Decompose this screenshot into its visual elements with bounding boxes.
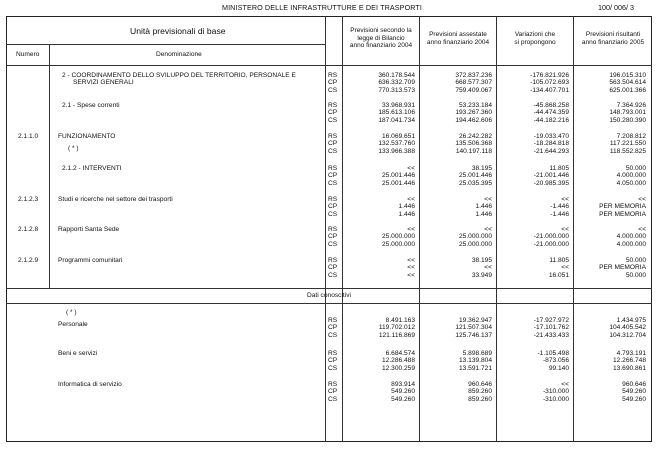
divider-col1 [419, 16, 420, 442]
row-risultanti: 960.646 549.260 549.260 [622, 381, 646, 403]
row-assestate: 53.233.184 193.267.360 194.462.606 [455, 102, 492, 124]
row-legge-bilancio: 16.069.651 132.537.760 133.966.388 [378, 133, 415, 155]
dati-row-desc: Personale [58, 321, 88, 328]
row-assestate: 19.362.947 121.507.304 125.746.137 [455, 317, 492, 339]
col-header-assestate: Previsioni assestate anno finanziario 2004 [426, 31, 490, 46]
col-header-denominazione: Denominazione [156, 51, 202, 58]
dati-row-desc: Informatica di servizio [58, 381, 122, 388]
dati-note: ( * ) [66, 309, 77, 316]
header-divider [6, 44, 325, 45]
row-types: RS CP CS [328, 381, 338, 403]
row-variazioni: -176.821.926 -105.072.693 -134.407.701 [530, 72, 569, 94]
divider-col2 [496, 16, 497, 442]
row-variazioni: << -21.000.000 -21.000.000 [533, 226, 569, 248]
row-types: RS CP CS [328, 72, 338, 94]
dati-bottom-line [6, 303, 652, 304]
col-header-variazioni: Variazioni che si propongono [514, 31, 556, 46]
row-legge-bilancio: 33.968.931 185.613.106 187.041.734 [378, 102, 415, 124]
row-types: RS CP CS [328, 196, 338, 218]
row-legge-bilancio: 6.684.574 12.286.488 12.300.259 [381, 350, 415, 372]
row-number: 2.1.2.3 [18, 196, 39, 203]
row-legge-bilancio: 8.491.163 119.702.012 121.116.869 [378, 317, 415, 339]
row-risultanti: << PER MEMORIA PER MEMORIA [599, 196, 646, 218]
row-legge-bilancio: 893.914 549.260 549.260 [391, 381, 415, 403]
row-types: RS CP CS [328, 350, 338, 372]
dati-conoscitivi-label: Dati conoscitivi [307, 292, 351, 299]
row-desc: Rapporti Santa Sede [58, 226, 120, 233]
row-desc: 2 - COORDINAMENTO DELLO SVILUPPO DEL TERRITORIO, PERSONALE E SERVIZI GENERALI [62, 72, 296, 87]
row-variazioni: << -310.000 -310.000 [542, 381, 569, 403]
page-reference: 100/ 006/ 3 [598, 3, 634, 12]
row-types: RS CP CS [328, 102, 338, 124]
row-desc: Studi e ricerche nel settore dei trasporti [58, 196, 173, 203]
dati-top-line [6, 288, 652, 289]
row-variazioni: -1.105.498 -873.056 99.140 [537, 350, 569, 372]
row-number: 2.1.2.8 [18, 226, 39, 233]
row-risultanti: 7.364.926 148.793.001 150.280.390 [609, 102, 646, 124]
row-risultanti: 196.015.310 563.504.614 625.001.366 [609, 72, 646, 94]
row-legge-bilancio: << 25.001.446 25.001.446 [381, 165, 415, 187]
col-header-risultanti: Previsioni risultanti anno finanziario 2005 [581, 31, 645, 46]
col-header-legge-bilancio: Previsioni secondo la legge di Bilancio anno finanziario 2004 [349, 27, 413, 50]
col-header-numero: Numero [16, 51, 40, 58]
row-assestate: 960.646 859.260 859.260 [468, 381, 492, 403]
row-assestate: 26.242.282 135.506.368 140.197.118 [455, 133, 492, 155]
row-assestate: 5.898.689 13.139.804 13.591.721 [458, 350, 492, 372]
row-assestate: << 25.000.000 25.000.000 [458, 226, 492, 248]
row-legge-bilancio: 360.178.544 636.332.709 770.313.573 [378, 72, 415, 94]
row-risultanti: 4.793.191 12.266.748 13.690.861 [612, 350, 646, 372]
row-variazioni: << -1.446 -1.446 [550, 196, 569, 218]
row-legge-bilancio: << 1.446 1.446 [398, 196, 415, 218]
row-desc: 2.1 - Spese correnti [62, 102, 120, 109]
ministry-header: MINISTERO DELLE INFRASTRUTTURE E DEI TRASPORTI [222, 3, 423, 12]
row-assestate: 38.195 << 33.949 [471, 257, 492, 279]
row-types: RS CP CS [328, 133, 338, 155]
divider-denominazione [325, 16, 326, 442]
table-title: Unità previsionali di base [130, 26, 226, 36]
row-assestate: 372.837.236 668.577.307 759.409.067 [455, 72, 492, 94]
row-risultanti: 50.000 4.000.000 4.050.000 [616, 165, 646, 187]
row-risultanti: 1.434.975 104.405.542 104.312.704 [609, 317, 646, 339]
row-variazioni: -45.868.258 -44.474.359 -44.182.216 [533, 102, 569, 124]
row-risultanti: << 4.000.000 4.000.000 [616, 226, 646, 248]
row-desc: Programmi comunitari [58, 257, 123, 264]
row-desc: 2.1.2 - INTERVENTI [62, 165, 122, 172]
row-assestate: 38.195 25.001.446 25.035.395 [458, 165, 492, 187]
row-variazioni: -19.033.470 -18.284.818 -21.644.293 [533, 133, 569, 155]
row-number: 2.1.2.9 [18, 257, 39, 264]
header-bottom-line [6, 65, 652, 66]
divider-col3 [573, 16, 574, 442]
divider-type [342, 16, 343, 442]
row-legge-bilancio: << 25.000.000 25.000.000 [381, 226, 415, 248]
divider-numero [49, 44, 50, 288]
row-legge-bilancio: << << << [407, 257, 415, 279]
row-desc: FUNZIONAMENTO ( * ) [58, 133, 116, 153]
row-types: RS CP CS [328, 165, 338, 187]
row-number: 2.1.1.0 [18, 133, 39, 140]
row-assestate: << 1.446 1.446 [475, 196, 492, 218]
row-types: RS CP CS [328, 226, 338, 248]
row-variazioni: -17.927.972 -17.101.762 -21.433.433 [533, 317, 569, 339]
dati-row-desc: Beni e servizi [58, 350, 98, 357]
row-variazioni: 11.805 << 16.051 [548, 257, 569, 279]
row-risultanti: 50.000 PER MEMORIA 50.000 [599, 257, 646, 279]
row-types: RS CP CS [328, 257, 338, 279]
row-types: RS CP CS [328, 317, 338, 339]
row-variazioni: 11.805 -21.001.446 -20.985.395 [533, 165, 569, 187]
row-risultanti: 7.208.812 117.221.550 118.552.825 [609, 133, 646, 155]
